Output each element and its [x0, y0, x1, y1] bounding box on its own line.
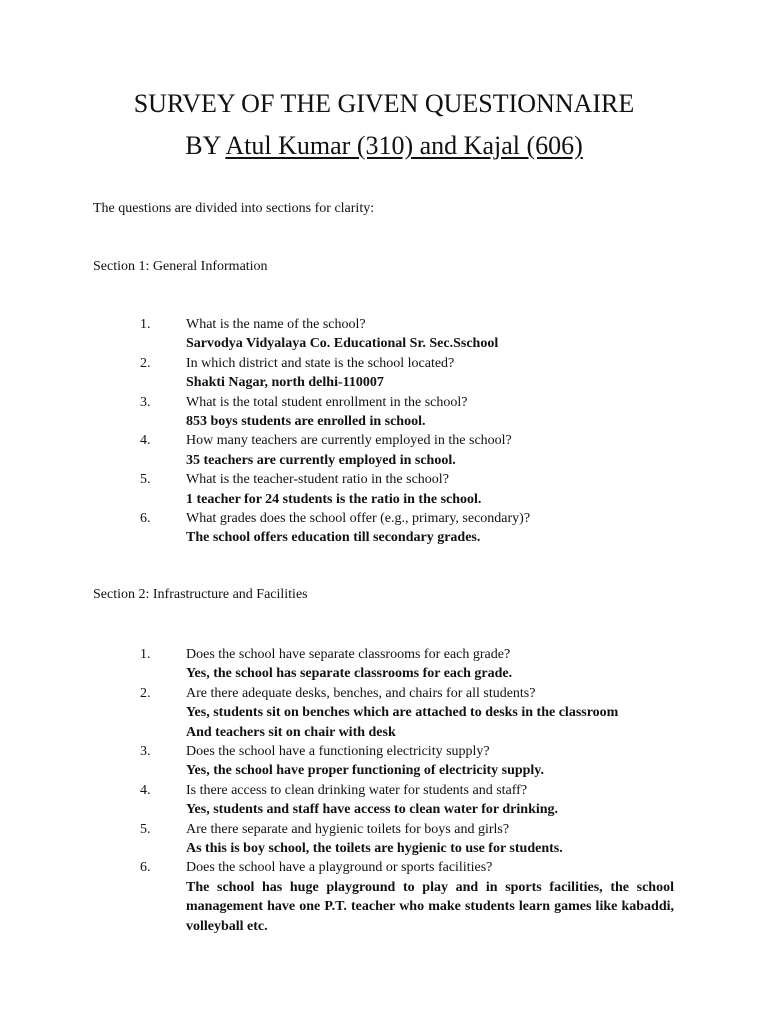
answer-text-line-2: And teachers sit on chair with desk: [186, 724, 396, 740]
question-number: 4.: [140, 782, 151, 798]
question-text: Does the school have a functioning electricity supply?: [186, 744, 490, 760]
question-text: What grades does the school offer (e.g., primary, secondary)?: [186, 511, 531, 527]
answer-text: Yes, the school have proper functioning of electricity supply.: [186, 763, 545, 779]
question-number: 4.: [140, 433, 151, 449]
answer-text: The school has huge playground to play and in sports facilities, the school management have one P.T. teacher who make students learn games like kabaddi, volleyball etc.: [186, 879, 674, 934]
question-text: Are there adequate desks, benches, and chairs for all students?: [186, 685, 536, 701]
question-text: Is there access to clean drinking water for students and staff?: [186, 782, 528, 798]
question-number: 6.: [140, 511, 151, 527]
document-title: SURVEY OF THE GIVEN QUESTIONNAIRE: [133, 89, 635, 118]
question-item: [0, 393, 768, 432]
question-item: [0, 858, 768, 936]
question-item: [0, 315, 768, 354]
answer-text: 853 boys students are enrolled in school.: [186, 414, 426, 430]
question-text: In which district and state is the school located?: [186, 355, 455, 371]
question-number: 3.: [140, 394, 151, 410]
question-item: [0, 684, 768, 742]
question-item: [0, 431, 768, 470]
section-1-question-list: [0, 315, 768, 548]
question-item: [0, 742, 768, 781]
section-1-heading: Section 1: General Information: [93, 259, 268, 274]
question-text: Are there separate and hygienic toilets for boys and girls?: [186, 821, 510, 837]
question-text: Does the school have separate classrooms for each grade?: [186, 647, 511, 662]
answer-text: 1 teacher for 24 students is the ratio in the school.: [186, 491, 482, 507]
answer-text: Shakti Nagar, north delhi-110007: [186, 375, 384, 391]
answer-text-line-1: Yes, students sit on benches which are attached to desks in the classroom: [186, 705, 619, 721]
byline-authors: Atul Kumar (310) and Kajal (606): [225, 131, 583, 160]
question-text: What is the name of the school?: [186, 317, 366, 332]
question-text: How many teachers are currently employed in the school?: [186, 433, 512, 449]
question-text: What is the teacher-student ratio in the school?: [186, 472, 449, 488]
answer-text: Yes, the school has separate classrooms for each grade.: [186, 666, 513, 682]
byline-prefix: BY: [185, 131, 226, 160]
answer-text: The school offers education till secondary grades.: [186, 530, 481, 546]
question-number: 1.: [140, 647, 151, 662]
question-item: [0, 781, 768, 820]
question-number: 6.: [140, 860, 151, 876]
question-number: 2.: [140, 355, 151, 371]
question-text: What is the total student enrollment in the school?: [186, 394, 468, 410]
question-number: 1.: [140, 317, 151, 332]
intro-text: The questions are divided into sections for clarity:: [93, 201, 375, 216]
question-number: 5.: [140, 472, 151, 488]
section-2-heading: Section 2: Infrastructure and Facilities: [93, 587, 308, 602]
question-item: [0, 354, 768, 393]
question-item: [0, 509, 768, 548]
question-item: [0, 645, 768, 684]
answer-text: Yes, students and staff have access to clean water for drinking.: [186, 802, 559, 818]
answer-text: As this is boy school, the toilets are hygienic to use for students.: [186, 841, 563, 857]
answer-text: 35 teachers are currently employed in school.: [186, 452, 456, 468]
question-number: 3.: [140, 744, 151, 760]
question-item: [0, 470, 768, 509]
question-item: [0, 820, 768, 859]
document-byline: [0, 131, 768, 161]
question-number: 2.: [140, 685, 151, 701]
question-number: 5.: [140, 821, 151, 837]
section-2-question-list: [0, 645, 768, 936]
answer-text: Sarvodya Vidyalaya Co. Educational Sr. Sec.Sschool: [186, 336, 499, 352]
question-text: Does the school have a playground or sports facilities?: [186, 860, 493, 876]
